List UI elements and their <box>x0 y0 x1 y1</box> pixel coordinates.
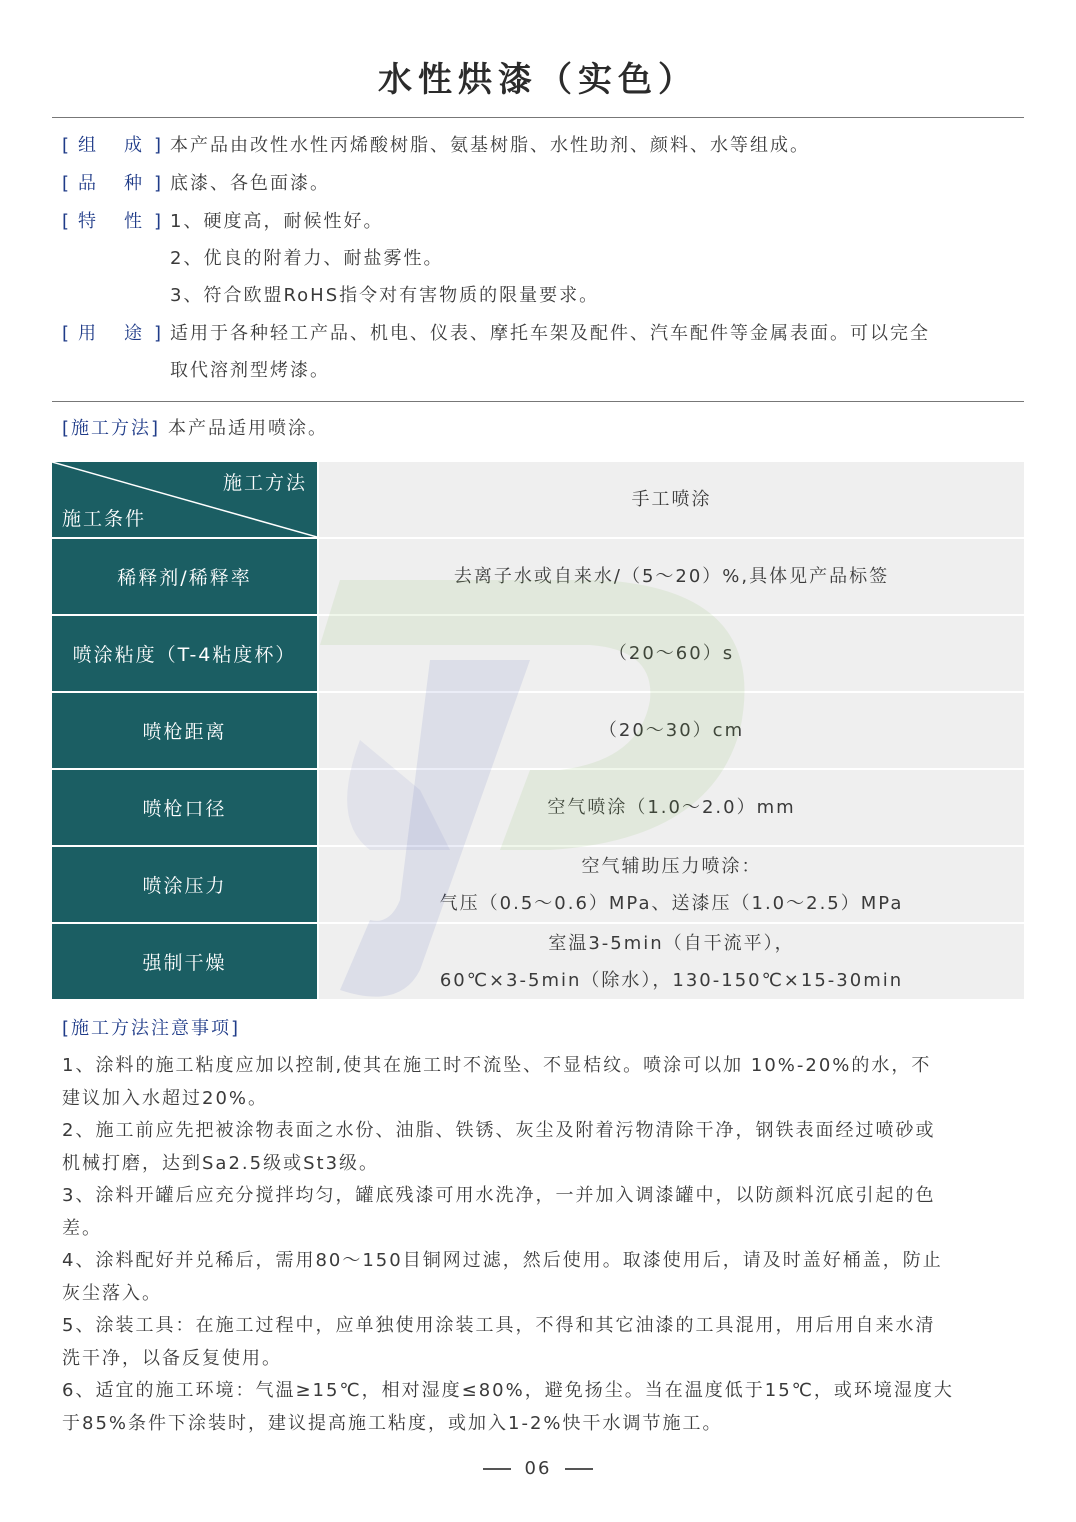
table-row <box>52 693 1024 768</box>
note-line: 1、涂料的施工粘度应加以控制,使其在施工时不流坠、不显桔纹。喷涂可以加 10%-20%的水，不 <box>62 1055 932 1076</box>
spec-text: 3、符合欧盟RoHS指令对有害物质的限量要求。 <box>170 285 600 306</box>
note-line: 于85%条件下涂装时，建议提高施工粘度，或加入1-2%快干水调节施工。 <box>62 1412 723 1434</box>
row-value <box>319 770 1024 845</box>
note-line: 差。 <box>62 1217 102 1239</box>
cell-text: （20～60）s <box>608 643 735 664</box>
table-row <box>52 616 1024 691</box>
spec-label <box>62 207 170 311</box>
bracket-close: ] <box>154 135 164 156</box>
table-row <box>52 770 1024 845</box>
label-char: 途 <box>124 323 144 344</box>
bracket-open: [ <box>62 211 72 232</box>
method-label: [施工方法] <box>62 418 161 439</box>
table-row <box>52 539 1024 614</box>
notes-title: [施工方法注意事项] <box>62 1018 241 1039</box>
spec-text: 本产品由改性水性丙烯酸树脂、氨基树脂、水性助剂、颜料、水等组成。 <box>170 135 810 156</box>
cell-text: 去离子水或自来水/（5～20）%,具体见产品标签 <box>453 566 890 587</box>
label-char: 用 <box>78 323 98 344</box>
spec-label <box>62 319 170 386</box>
spec-section <box>62 131 1012 394</box>
note-line: 建议加入水超过20%。 <box>62 1087 269 1109</box>
notes-section <box>62 1014 1022 1440</box>
method-text: 本产品适用喷涂。 <box>168 418 329 439</box>
cell-text: 气压（0.5～0.6）MPa、送漆压（1.0～2.5）MPa <box>439 892 904 914</box>
row-label: 稀释剂/稀释率 <box>52 539 317 614</box>
table-header-row <box>52 462 1024 537</box>
label-char: 组 <box>78 135 98 156</box>
row-value <box>319 539 1024 614</box>
spec-text: 底漆、各色面漆。 <box>170 173 330 194</box>
row-value <box>319 847 1024 922</box>
bracket-open: [ <box>62 323 72 344</box>
method-intro <box>62 414 328 444</box>
construction-table <box>52 462 1024 999</box>
spec-label <box>62 131 170 161</box>
label-char: 性 <box>124 211 144 232</box>
spec-text: 取代溶剂型烤漆。 <box>170 360 330 381</box>
bracket-close: ] <box>154 173 164 194</box>
cell-text: （20～30）cm <box>598 720 745 741</box>
label-char: 品 <box>78 173 98 194</box>
row-value <box>319 924 1024 999</box>
middle-divider <box>52 401 1024 402</box>
spec-row-composition <box>62 131 1012 161</box>
cell-text: 手工喷涂 <box>631 489 712 510</box>
table-row <box>52 924 1024 999</box>
cell-text: 空气辅助压力喷涂： <box>581 855 762 877</box>
note-line: 机械打磨，达到Sa2.5级或St3级。 <box>62 1152 380 1174</box>
header-condition-label: 施工条件 <box>62 508 147 530</box>
spec-text: 2、优良的附着力、耐盐雾性。 <box>170 248 444 269</box>
page-number <box>0 1458 1076 1479</box>
spec-text: 适用于各种轻工产品、机电、仪表、摩托车架及配件、汽车配件等金属表面。可以完全 <box>170 323 930 344</box>
row-label: 强制干燥 <box>52 924 317 999</box>
note-line: 灰尘落入。 <box>62 1282 162 1304</box>
row-label: 喷枪距离 <box>52 693 317 768</box>
spec-row-variety <box>62 169 1012 199</box>
dash-right <box>565 1468 593 1470</box>
row-label: 喷枪口径 <box>52 770 317 845</box>
row-value <box>319 616 1024 691</box>
table-header-value <box>319 462 1024 537</box>
cell-text: 60℃×3-5min（除水），130-150℃×15-30min <box>439 969 904 991</box>
row-label: 喷涂粘度（T-4粘度杯） <box>52 616 317 691</box>
bracket-open: [ <box>62 173 72 194</box>
bracket-open: [ <box>62 135 72 156</box>
page-title: 水性烘漆（实色） <box>378 60 698 100</box>
row-label: 喷涂压力 <box>52 847 317 922</box>
label-char: 成 <box>124 135 144 156</box>
note-line: 6、适宜的施工环境：气温≥15℃，相对湿度≤80%，避免扬尘。当在温度低于15℃，或环境湿度大 <box>62 1380 954 1401</box>
label-char: 种 <box>124 173 144 194</box>
note-line: 4、涂料配好并兑稀后，需用80～150目铜网过滤，然后使用。取漆使用后，请及时盖好桶盖，防止 <box>62 1250 943 1271</box>
bracket-close: ] <box>154 323 164 344</box>
header-method-label: 施工方法 <box>222 472 307 494</box>
bracket-close: ] <box>154 211 164 232</box>
note-line: 洗干净，以备反复使用。 <box>62 1347 282 1369</box>
note-line: 2、施工前应先把被涂物表面之水份、油脂、铁锈、灰尘及附着污物清除干净，钢铁表面经过喷砂或 <box>62 1120 936 1141</box>
page-number-text: 06 <box>524 1458 552 1479</box>
top-divider <box>52 117 1024 118</box>
spec-text: 1、硬度高，耐候性好。 <box>170 211 384 232</box>
table-corner-cell <box>52 462 317 537</box>
spec-row-usage <box>62 319 1012 386</box>
note-line: 3、涂料开罐后应充分搅拌均匀，罐底残漆可用水洗净，一并加入调漆罐中，以防颜料沉底引起的色 <box>62 1185 936 1206</box>
spec-row-features <box>62 207 1012 311</box>
row-value <box>319 693 1024 768</box>
cell-text: 室温3-5min（自干流平）， <box>548 932 795 954</box>
label-char: 特 <box>78 211 98 232</box>
cell-text: 空气喷涂（1.0～2.0）mm <box>547 797 796 818</box>
dash-left <box>483 1468 511 1470</box>
table-row <box>52 847 1024 922</box>
spec-label <box>62 169 170 199</box>
note-line: 5、涂装工具：在施工过程中，应单独使用涂装工具，不得和其它油漆的工具混用，用后用自来水清 <box>62 1315 936 1336</box>
